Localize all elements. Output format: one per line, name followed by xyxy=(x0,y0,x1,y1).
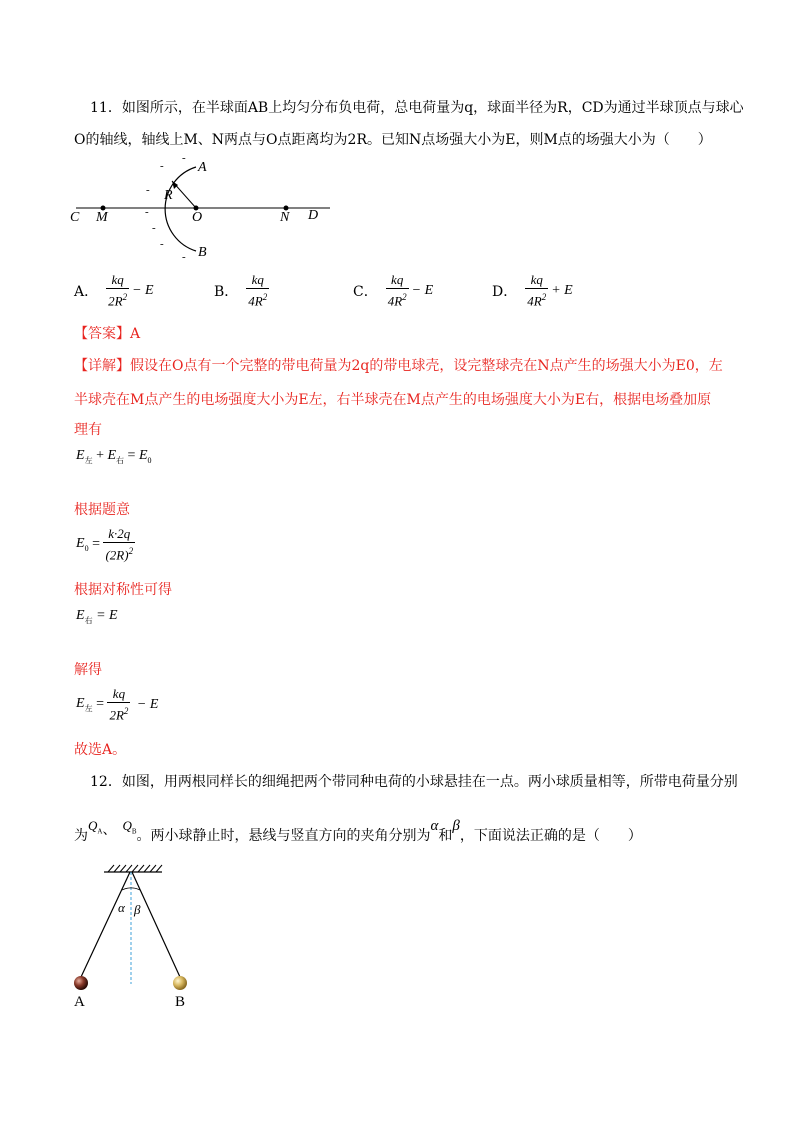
option-b-label: B． xyxy=(214,283,239,300)
option-d[interactable] xyxy=(492,272,573,309)
ceiling-hatch xyxy=(108,865,162,872)
equation-superposition: $E_左 + E_右 = E_0$ xyxy=(76,448,152,465)
option-b-num: kq xyxy=(246,272,269,289)
label-a: A xyxy=(198,160,207,175)
label-m: M xyxy=(96,210,108,225)
label-c: C xyxy=(70,210,80,225)
q11-line1: 11．如图所示，在半球面AB上均匀分布负电荷，总电荷量为q，球面半径为R，CD为通过半球顶点与球心 xyxy=(90,100,744,116)
angle-beta: β xyxy=(452,818,460,834)
option-a-label: A． xyxy=(74,283,99,300)
detail-line1: 【详解】假设在O点有一个完整的带电荷量为2q的带电球壳，设完整球壳在N点产生的场强大小为E0，左 xyxy=(74,358,723,374)
pendulum-figure xyxy=(66,862,206,1012)
string-a xyxy=(81,872,130,977)
minus-sign-6: - xyxy=(160,238,164,250)
equation-e-right: $E_右 = E$ xyxy=(76,608,118,625)
hemisphere-arc xyxy=(165,167,196,251)
conclusion-text: 故选A。 xyxy=(74,742,127,758)
ball-a xyxy=(74,976,88,990)
string-b xyxy=(132,872,180,977)
charge-qa: $Q_A$ xyxy=(88,818,103,836)
option-a-num: kq xyxy=(106,272,129,289)
label-o: O xyxy=(192,210,203,225)
detail-line2: 半球壳在M点产生的电场强度大小为E左，右半球壳在M点产生的电场强度大小为E右，根据电场叠加原 xyxy=(74,392,712,408)
text-duicheng: 根据对称性可得 xyxy=(74,582,172,598)
option-b-den: $4R^2$ xyxy=(248,292,268,309)
option-b-fraction xyxy=(246,272,269,309)
ball-b xyxy=(173,976,187,990)
hemisphere-figure xyxy=(68,155,338,265)
option-c-tail: − E xyxy=(411,282,434,298)
answer-text: 【答案】A xyxy=(74,326,141,342)
q12-line1: 12．如图，用两根同样长的细绳把两个带同种电荷的小球悬挂在一点。两小球质量相等，所带电荷量分别 xyxy=(90,774,738,790)
label-r: R xyxy=(164,188,173,203)
angle-alpha: α xyxy=(430,818,439,834)
option-a-tail: − E xyxy=(132,282,154,298)
option-a[interactable] xyxy=(74,272,154,309)
option-d-label: D． xyxy=(492,283,518,300)
option-d-tail: + E xyxy=(551,282,573,298)
charge-qb: $Q_B$ xyxy=(122,818,137,836)
equation-e-left: $E_左$ = $\frac{kq}{2R^2}$ − E xyxy=(76,686,159,723)
minus-sign-2: - xyxy=(160,160,164,172)
label-n: N xyxy=(280,210,290,225)
option-a-fraction xyxy=(106,272,129,309)
option-c-label: C． xyxy=(353,283,378,300)
alpha-label: α xyxy=(118,900,125,915)
option-d-fraction xyxy=(525,272,548,309)
equation-e0: $E_0$ = $\frac{k\cdot 2q}{(2R)^2}$ xyxy=(76,526,134,563)
option-a-den: $2R^2$ xyxy=(108,292,128,309)
option-d-den: $4R^2$ xyxy=(527,292,547,309)
minus-sign-3: - xyxy=(146,184,150,196)
minus-sign-4: - xyxy=(145,206,149,218)
detail-line3: 理有 xyxy=(74,422,102,438)
text-tiyi: 根据题意 xyxy=(74,502,130,518)
option-b[interactable] xyxy=(214,272,272,309)
option-c-fraction xyxy=(386,272,409,309)
option-c-den: $4R^2$ xyxy=(387,292,407,309)
option-d-num: kq xyxy=(525,272,548,289)
option-c-num: kq xyxy=(386,272,409,289)
beta-label: β xyxy=(134,902,141,917)
ball-b-label: B xyxy=(175,994,186,1010)
q11-line2: O的轴线，轴线上M、N两点与O点距离均为2R。已知N点场强大小为E，则M点的场强大小为（ ） xyxy=(74,132,712,148)
minus-sign-5: - xyxy=(152,222,156,234)
minus-sign-1: - xyxy=(182,155,186,164)
text-jiede: 解得 xyxy=(74,662,102,678)
minus-sign-7: - xyxy=(182,251,186,263)
label-b: B xyxy=(198,245,207,260)
option-c[interactable] xyxy=(353,272,433,309)
ball-a-label: A xyxy=(74,994,85,1010)
q12-line2: 为$Q_A$、 $Q_B$。两小球静止时，悬线与竖直方向的夹角分别为α和β，下面说法正确的是（ ） xyxy=(74,818,642,844)
label-d: D xyxy=(308,208,319,223)
